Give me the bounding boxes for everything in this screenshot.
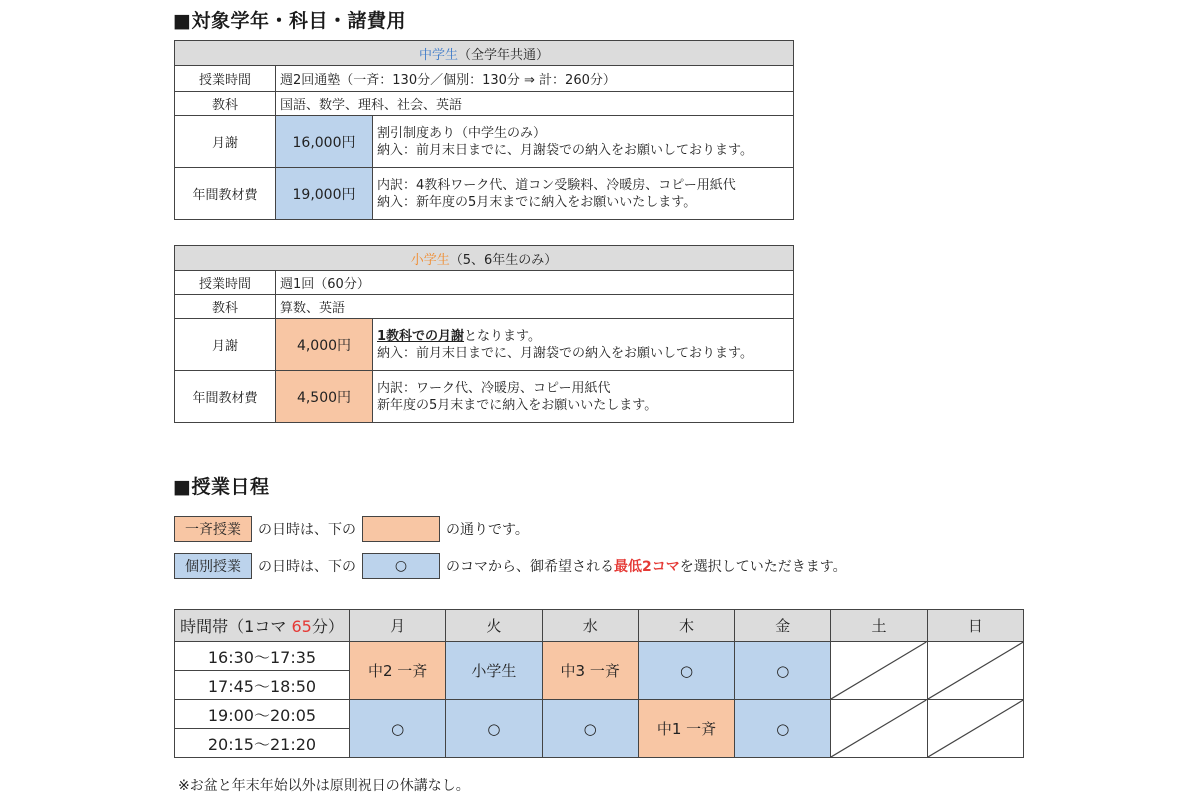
slot-sat-closed (831, 642, 927, 700)
row-label: 月謝 (175, 319, 276, 371)
slot-minutes: 65 (291, 617, 312, 636)
hours-value: 週1回（60分） (276, 271, 794, 295)
slot-sat-closed (831, 700, 927, 758)
emphasis-text: 1教科での月謝 (377, 328, 465, 344)
legend-text: を選択していただきます。 (679, 559, 847, 575)
row-label: 教科 (175, 295, 276, 319)
materials-fee-note (373, 168, 794, 220)
hours-value: 週2回通塾（一斉：130分／個別：130分 ⇒ 計：260分） (276, 66, 794, 92)
row-label: 授業時間 (175, 271, 276, 295)
table-header-row (175, 41, 794, 66)
slot-fri-early: ○ (735, 642, 831, 700)
row-label: 月謝 (175, 116, 276, 168)
footnote: ※お盆と年末年始以外は原則祝日の休講なし。 (178, 778, 470, 794)
grade-suffix: （5、6年生のみ） (449, 252, 558, 268)
note-line: 納入：前月末日までに、月謝袋での納入をお願いしております。 (377, 142, 753, 158)
time-slot-header (175, 610, 350, 642)
note-line: 新年度の5月末までに納入をお願いいたします。 (377, 397, 658, 413)
grade-suffix: （全学年共通） (458, 47, 550, 63)
monthly-fee-amount: 16,000円 (276, 116, 373, 168)
individual-lesson-badge: 個別授業 (174, 553, 252, 579)
day-header-thu: 木 (638, 610, 734, 642)
table-row (175, 92, 794, 116)
table-header-row (175, 246, 794, 271)
closed-diagonal-icon (928, 700, 1023, 757)
table-row (175, 371, 794, 423)
slot-fri-late: ○ (735, 700, 831, 758)
time-slot: 17:45〜18:50 (175, 671, 350, 700)
monthly-fee-amount: 4,000円 (276, 319, 373, 371)
materials-fee-note (373, 371, 794, 423)
elementary-header (175, 246, 794, 271)
legend-text: の日時は、下の (258, 522, 356, 538)
legend-color-swatch (362, 516, 440, 542)
legend-individual-lesson (174, 551, 847, 581)
note-line: 割引制度あり（中学生のみ） (377, 125, 547, 141)
slot-sun-closed (927, 700, 1023, 758)
slot-mon-early: 中2 一斉 (350, 642, 446, 700)
day-header-fri: 金 (735, 610, 831, 642)
closed-diagonal-icon (831, 700, 926, 757)
monthly-fee-note (373, 116, 794, 168)
day-header-sun: 日 (927, 610, 1023, 642)
subjects-value: 国語、数学、理科、社会、英語 (276, 92, 794, 116)
time-slot: 16:30〜17:35 (175, 642, 350, 671)
time-slot: 19:00〜20:05 (175, 700, 350, 729)
note-line (377, 328, 789, 345)
header-text: 時間帯（1コマ (180, 617, 292, 636)
row-label: 教科 (175, 92, 276, 116)
schedule-row (175, 642, 1024, 671)
closed-diagonal-icon (928, 642, 1023, 699)
day-header-mon: 月 (350, 610, 446, 642)
slot-mon-late: ○ (350, 700, 446, 758)
legend-text: の通りです。 (446, 522, 529, 538)
table-row (175, 271, 794, 295)
time-slot: 20:15〜21:20 (175, 729, 350, 758)
row-label: 年間教材費 (175, 168, 276, 220)
table-row (175, 295, 794, 319)
slot-tue-early: 小学生 (446, 642, 542, 700)
row-label: 授業時間 (175, 66, 276, 92)
closed-diagonal-icon (831, 642, 926, 699)
materials-fee-amount: 4,500円 (276, 371, 373, 423)
note-line: 内訳：ワーク代、冷暖房、コピー用紙代 (377, 380, 611, 396)
middle-school-header (175, 41, 794, 66)
table-row (175, 319, 794, 371)
note-line: 納入：前月末日までに、月謝袋での納入をお願いしております。 (377, 345, 753, 361)
materials-fee-amount: 19,000円 (276, 168, 373, 220)
legend-text: の日時は、下の (258, 559, 356, 575)
slot-thu-early: ○ (638, 642, 734, 700)
group-lesson-badge: 一斉授業 (174, 516, 252, 542)
note-text: となります。 (464, 328, 542, 344)
slot-tue-late: ○ (446, 700, 542, 758)
subjects-value: 算数、英語 (276, 295, 794, 319)
schedule-row (175, 700, 1024, 729)
legend-text: のコマから、御希望される (446, 559, 614, 575)
table-row (175, 168, 794, 220)
day-header-sat: 土 (831, 610, 927, 642)
day-header-tue: 火 (446, 610, 542, 642)
minimum-slots-emphasis: 最低2コマ (614, 559, 680, 575)
section-title-schedule: ■授業日程 (173, 476, 270, 498)
legend-group-lesson (174, 514, 529, 544)
schedule-header-row (175, 610, 1024, 642)
schedule-table (174, 609, 1024, 758)
monthly-fee-note (373, 319, 794, 371)
header-text: 分） (311, 617, 344, 636)
table-row (175, 66, 794, 92)
section-title-fees: ■対象学年・科目・諸費用 (173, 10, 406, 32)
slot-sun-closed (927, 642, 1023, 700)
slot-thu-late: 中1 一斉 (638, 700, 734, 758)
row-label: 年間教材費 (175, 371, 276, 423)
middle-school-fee-table (174, 40, 794, 220)
note-line: 納入：新年度の5月末までに納入をお願いいたします。 (377, 194, 697, 210)
note-line: 内訳：4教科ワーク代、道コン受験料、冷暖房、コピー用紙代 (377, 177, 736, 193)
day-header-wed: 水 (542, 610, 638, 642)
slot-wed-late: ○ (542, 700, 638, 758)
elementary-fee-table (174, 245, 794, 423)
table-row (175, 116, 794, 168)
grade-label: 中学生 (418, 47, 458, 63)
slot-wed-early: 中3 一斉 (542, 642, 638, 700)
grade-label: 小学生 (410, 252, 450, 268)
legend-circle-swatch: ○ (362, 553, 440, 579)
